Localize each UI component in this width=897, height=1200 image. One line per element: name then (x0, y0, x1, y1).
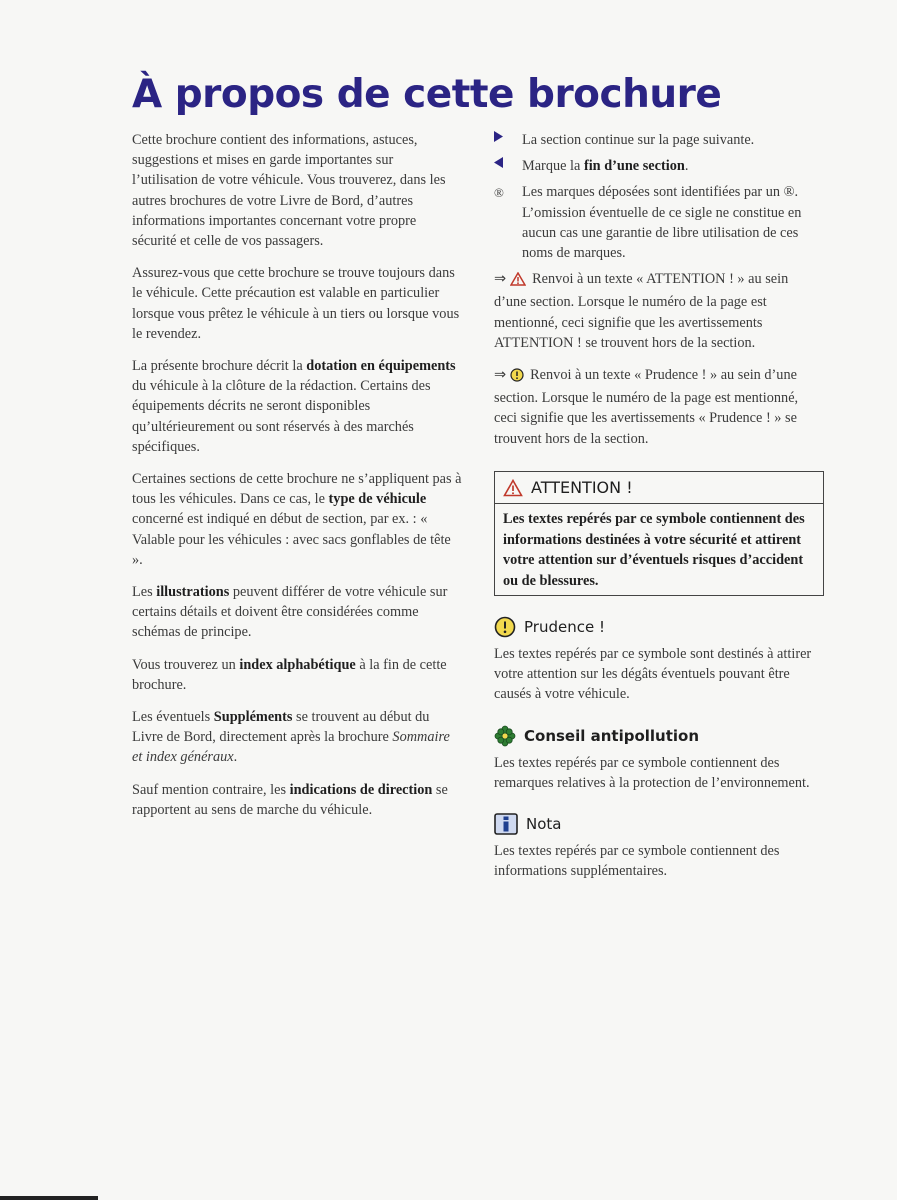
text: peuvent différer de votre véhicule sur certains détails et doivent être considérées comme schémas de principe. (132, 584, 448, 641)
text: se trouvent au début du Livre de Bord, directement après la brochure (132, 709, 430, 746)
exclamation-circle-icon (510, 368, 524, 388)
eco-block (494, 725, 824, 793)
continue-legend (494, 130, 824, 150)
text: se rapportent au sens de marche du véhicule. (132, 781, 448, 818)
triangle-left-icon (494, 156, 522, 168)
eco-header (494, 725, 824, 747)
text: La présente brochure décrit la (132, 358, 307, 375)
text: à la fin de cette brochure. (132, 656, 447, 693)
attention-box-title: ATTENTION ! (531, 477, 633, 497)
text: Les (132, 584, 157, 601)
triangle-right-icon (494, 130, 522, 142)
supplements-paragraph (132, 707, 462, 768)
text: Les éventuels (132, 709, 214, 726)
trademark-legend-text: Les marques déposées sont identifiées par un ®. L’omission éventuelle de ce sigle ne constitue en aucun cas une garantie de libre utilisation de ces noms de marques. (522, 184, 802, 262)
prudence-body: Les textes repérés par ce symbole sont destinés à attirer votre attention sur les dégâts éventuels pouvant être causés à votre véhicule. (494, 646, 812, 703)
eco-title: Conseil antipollution (524, 726, 700, 745)
nota-header (494, 813, 824, 835)
warning-triangle-icon (503, 479, 523, 497)
continue-legend-text: La section continue sur la page suivante. (522, 132, 755, 148)
prudence-block (494, 616, 824, 705)
bold-term: Suppléments (213, 709, 293, 726)
italic-term: Sommaire et index généraux (132, 729, 450, 766)
bold-term: index alphabétique (239, 656, 356, 673)
illustrations-paragraph (132, 582, 462, 643)
equipment-paragraph (132, 356, 462, 457)
intro-paragraph: Cette brochure contient des informations, astuces, suggestions et mises en garde importantes sur l’utilisation de votre véhicule. Vous trouverez, dans les autres brochures de votre Livre de Bord, d’autres informations importantes concernant votre propre sécurité et celle de vos passagers. (132, 132, 446, 250)
nota-body: Les textes repérés par ce symbole contiennent des informations supplémentaires. (494, 843, 780, 880)
footer-rule (0, 1196, 98, 1200)
arrow-symbol: ⇒ (494, 367, 506, 384)
index-paragraph (132, 655, 462, 695)
prudence-reference-paragraph (494, 365, 824, 449)
bold-term: illustrations (156, 584, 230, 601)
registered-mark: ® (494, 185, 504, 201)
right-column (494, 130, 824, 901)
attention-box (494, 471, 824, 596)
text: Sauf mention contraire, les (132, 781, 290, 798)
end-section-legend-text (522, 156, 824, 176)
end-section-legend (494, 156, 824, 176)
attention-reference-paragraph (494, 269, 824, 353)
bold-term: fin d’une section (583, 158, 685, 175)
attention-box-body: Les textes repérés par ce symbole contiennent des informations destinées à votre sécurité et attirent votre attention sur d’éventuels risques d’accident ou de blessures. (503, 511, 805, 589)
page-title: À propos de cette brochure (132, 72, 722, 117)
attention-reference-text: Renvoi à un texte « ATTENTION ! » au sein d’une section. Lorsque le numéro de la page est mentionné, ceci signifie que les avertissements ATTENTION ! se trouvent hors de la section. (494, 271, 789, 351)
trademark-legend (494, 182, 824, 263)
prudence-title: Prudence ! (524, 617, 605, 636)
text: Certaines sections de cette brochure ne s’appliquent pas à tous les véhicules. Dans ce cas, le (132, 471, 462, 508)
bold-term: dotation en équipements (306, 358, 456, 375)
flower-icon (494, 725, 516, 747)
bold-term: indications de direction (289, 781, 433, 798)
text: Marque la (522, 158, 584, 175)
text: . (233, 749, 238, 766)
text: Vous trouverez un (132, 656, 240, 673)
warning-triangle-icon (510, 272, 526, 292)
text: . (684, 158, 689, 175)
left-column (132, 130, 462, 832)
text: concerné est indiqué en début de section, par ex. : « Valable pour les véhicules : avec sacs gonflables de tête ». (132, 511, 451, 568)
eco-body: Les textes repérés par ce symbole contiennent des remarques relatives à la protection de l’environnement. (494, 754, 810, 791)
nota-block (494, 813, 824, 881)
arrow-symbol: ⇒ (494, 271, 506, 288)
vehicle-type-paragraph (132, 469, 462, 570)
prudence-reference-text: Renvoi à un texte « Prudence ! » au sein d’une section. Lorsque le numéro de la page est mentionné, ceci signifie que les avertissements « Prudence ! » se trouvent hors de la section. (494, 367, 799, 447)
nota-title: Nota (526, 814, 562, 833)
exclamation-circle-icon (494, 616, 516, 638)
bold-term: type de véhicule (328, 491, 427, 508)
info-icon (494, 813, 518, 835)
attention-box-header (495, 472, 823, 504)
direction-paragraph (132, 780, 462, 820)
keep-brochure-paragraph: Assurez-vous que cette brochure se trouve toujours dans le véhicule. Cette précaution est valable en particulier lorsque vous prêtez le véhicule à un tiers ou lorsque vous le revendez. (132, 265, 460, 342)
prudence-header (494, 616, 824, 638)
text: du véhicule à la clôture de la rédaction. Certains des équipements décrits ne seront disponibles qu’ultérieurement ou sont réservés à des marchés spécifiques. (132, 378, 431, 455)
